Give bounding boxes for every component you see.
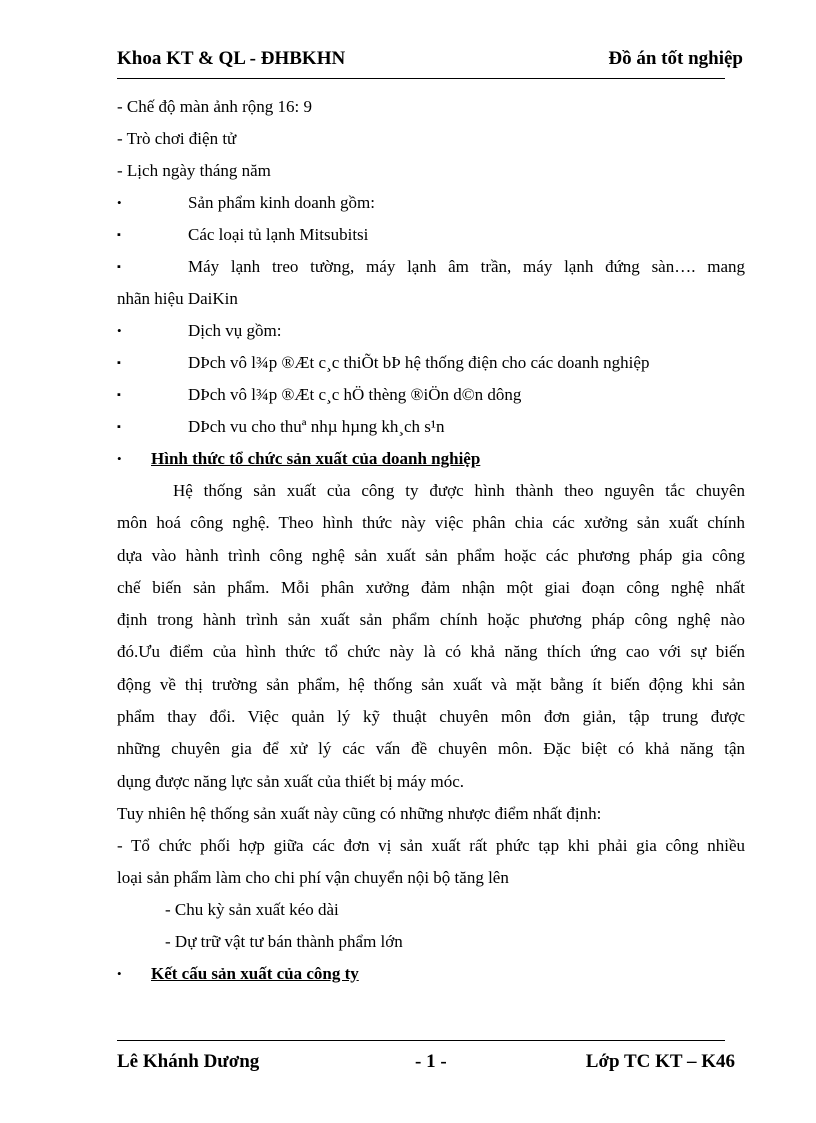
disc-bullet-icon: • <box>117 323 122 338</box>
paragraph-line: chế biến sản phẩm. Mỗi phân xưởng đảm nhận một giai đoạn công nghệ nhất <box>117 577 745 597</box>
disc-bullet-icon: • <box>117 451 122 466</box>
bullet-text: Sản phẩm kinh doanh gồm: <box>188 193 375 212</box>
header-faculty: Khoa KT & QL - ĐHBKHN <box>117 48 346 69</box>
paragraph-line: động về thị trường sản phẩm, hệ thống sản xuất và mặt bằng ít biến động khi sản <box>117 674 745 694</box>
bullet-text: Máy lạnh treo tường, máy lạnh âm trần, máy lạnh đứng sàn…. mang <box>188 257 745 276</box>
page-header <box>117 48 743 76</box>
body-paragraph <box>117 475 745 798</box>
square-bullet-icon: ▪ <box>117 261 121 273</box>
bullet-text: Dịch vụ gồm: <box>188 321 282 340</box>
section-heading-item <box>117 958 745 990</box>
text-line: - Trò chơi điện tử <box>117 129 237 148</box>
paragraph-line: Hệ thống sản xuất của công ty được hình thành theo nguyên tắc chuyên <box>173 481 745 500</box>
bullet-item <box>117 411 745 443</box>
square-bullet-icon: ▪ <box>117 421 121 433</box>
text-line: - Dự trữ vật tư bán thành phẩm lớn <box>165 931 403 951</box>
bullet-text: DÞch vô l¾p ®Æt c¸c thiÕt bÞ hệ thống điện cho các doanh nghiệp <box>188 353 650 372</box>
text-line: - Lịch ngày tháng năm <box>117 161 271 180</box>
bullet-item <box>117 187 745 219</box>
text-line: nhãn hiệu DaiKin <box>117 289 238 308</box>
text-line: loại sản phẩm làm cho chi phí vận chuyển nội bộ tăng lên <box>117 867 509 887</box>
square-bullet-icon: ▪ <box>117 229 121 241</box>
bullet-item <box>117 315 745 347</box>
section-heading: Hình thức tổ chức sản xuất của doanh nghiệp <box>151 449 481 468</box>
paragraph-line: đó.Ưu điểm của hình thức tổ chức này là có khả năng thích ứng cao với sự biến <box>117 642 745 662</box>
disc-bullet-icon: • <box>117 195 122 210</box>
text-line: - Tổ chức phối hợp giữa các đơn vị sản xuất rất phức tạp khi phải gia công nhiều <box>117 835 745 855</box>
footer-divider <box>117 1040 725 1041</box>
paragraph-line: dựa vào hành trình công nghệ sản xuất sản phẩm hoặc các phương pháp gia công <box>117 545 745 565</box>
paragraph-line: những chuyên gia để xử lý các vấn đề chuyên môn. Đặc biệt có khả năng tận <box>117 739 745 759</box>
square-bullet-icon: ▪ <box>117 389 121 401</box>
text-line: Tuy nhiên hệ thống sản xuất này cũng có những nhược điểm nhất định: <box>117 803 602 823</box>
text-line: - Chế độ màn ảnh rộng 16: 9 <box>117 97 312 116</box>
header-doc-type: Đồ án tốt nghiệp <box>608 48 743 69</box>
bullet-text: Các loại tủ lạnh Mitsubitsi <box>188 225 369 244</box>
text-line: - Chu kỳ sản xuất kéo dài <box>165 899 339 919</box>
paragraph-line: định trong hành trình sản xuất sản phẩm chính hoặc phương pháp công nghệ nào <box>117 610 745 630</box>
page-number: - 1 - <box>415 1051 447 1072</box>
document-body <box>117 91 745 990</box>
page-footer <box>117 1051 735 1079</box>
section-heading-item <box>117 443 745 475</box>
footer-class: Lớp TC KT – K46 <box>585 1051 735 1072</box>
bullet-item <box>117 347 745 379</box>
paragraph-line: dụng được năng lực sản xuất của thiết bị máy móc. <box>117 771 465 791</box>
paragraph-line: phẩm thay đổi. Việc quản lý kỹ thuật chuyên môn đơn giản, tập trung được <box>117 707 745 727</box>
header-divider <box>117 78 725 79</box>
paragraph-line: môn hoá công nghệ. Theo hình thức này việc phân chia các xưởng sản xuất chính <box>117 513 745 533</box>
bullet-item <box>117 219 745 251</box>
bullet-text: DÞch vu cho thuª nhµ hµng kh¸ch s¹n <box>188 417 445 436</box>
disc-bullet-icon: • <box>117 965 122 981</box>
bullet-item <box>117 379 745 411</box>
bullet-item <box>117 251 745 283</box>
footer-author: Lê Khánh Dương <box>117 1051 260 1072</box>
section-heading: Kết cấu sản xuất của công ty <box>151 963 359 983</box>
square-bullet-icon: ▪ <box>117 357 121 369</box>
bullet-text: DÞch vô l¾p ®Æt c¸c hÖ thèng ®iÖn d©n dông <box>188 385 522 404</box>
